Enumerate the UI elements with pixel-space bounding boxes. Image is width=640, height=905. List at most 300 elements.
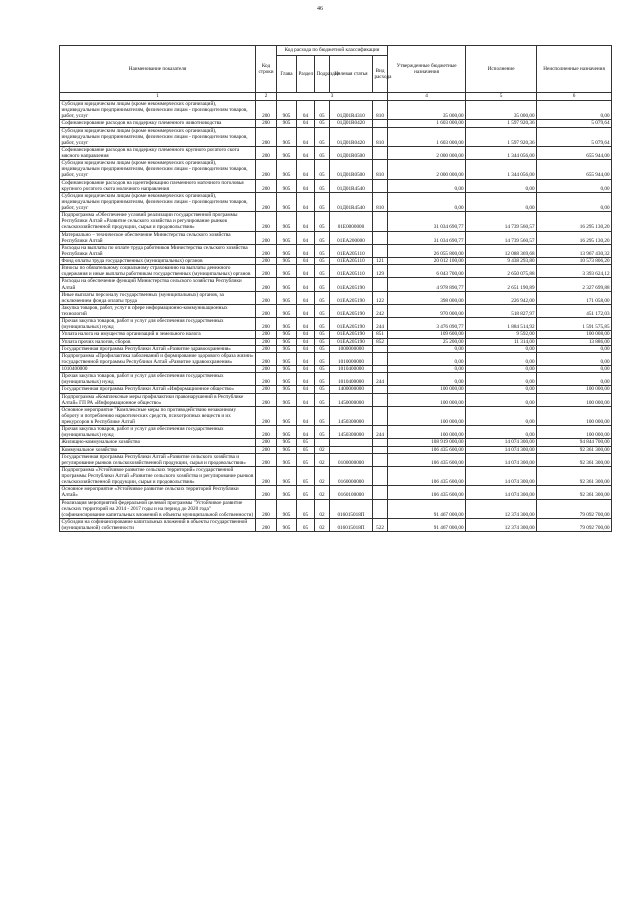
row-line-code: 200 bbox=[256, 373, 277, 386]
row-exp-type bbox=[373, 278, 388, 291]
row-line-code: 200 bbox=[256, 146, 277, 159]
row-target: 01ЕА205190 bbox=[330, 331, 373, 338]
row-chief: 905 bbox=[277, 518, 297, 531]
row-name: Расходы на обеспечение функций Министерства сельского хозяйства Республики Алтай bbox=[60, 278, 256, 291]
row-line-code: 200 bbox=[256, 101, 277, 120]
row-unexecuted: 0,00 bbox=[537, 345, 612, 352]
budget-execution-table bbox=[59, 45, 612, 532]
row-executed: 11 314,00 bbox=[466, 338, 537, 345]
table-row bbox=[60, 192, 612, 211]
row-chief: 905 bbox=[277, 265, 297, 278]
row-approved: 6 043 700,00 bbox=[388, 265, 466, 278]
table-row bbox=[60, 393, 612, 406]
row-subsection: 05 bbox=[315, 231, 330, 244]
row-subsection: 05 bbox=[315, 146, 330, 159]
row-exp-type bbox=[373, 499, 388, 518]
row-exp-type bbox=[373, 453, 388, 466]
row-executed: 14 074 300,00 bbox=[466, 486, 537, 499]
row-subsection: 05 bbox=[315, 291, 330, 304]
row-exp-type bbox=[373, 179, 388, 192]
row-unexecuted: 92 361 300,00 bbox=[537, 446, 612, 453]
row-unexecuted: 3 393 624,12 bbox=[537, 265, 612, 278]
row-exp-type: 810 bbox=[373, 101, 388, 120]
row-name: Государственная программа Республики Алтай «Развитие сельского хозяйства и регулирование рынков сельскохозяйственной продукции, сырья и продовольствия» bbox=[60, 453, 256, 466]
row-target: 016015018П bbox=[330, 518, 373, 531]
row-target: 01Д01R0500 bbox=[330, 160, 373, 179]
table-row bbox=[60, 373, 612, 386]
row-name: Иные выплаты персоналу государственных (муниципальных) органов, за исключением фонда оплаты труда bbox=[60, 291, 256, 304]
row-target: 01Д01R0420 bbox=[330, 127, 373, 146]
row-unexecuted: 1 591 575,85 bbox=[537, 318, 612, 331]
row-line-code: 200 bbox=[256, 331, 277, 338]
row-line-code: 200 bbox=[256, 318, 277, 331]
row-unexecuted: 92 361 300,00 bbox=[537, 453, 612, 466]
row-exp-type: 244 bbox=[373, 318, 388, 331]
row-executed: 14 074 300,00 bbox=[466, 466, 537, 485]
row-chief: 905 bbox=[277, 338, 297, 345]
row-name: Подпрограмма «Профилактика заболеваний и формирование здорового образа жизни» государственной программы Республики Алтай «Развитие здравоохранения» bbox=[60, 352, 256, 365]
row-chief: 905 bbox=[277, 101, 297, 120]
row-exp-type: 810 bbox=[373, 160, 388, 179]
row-unexecuted: 5 079,64 bbox=[537, 127, 612, 146]
row-target: 1010000000 bbox=[330, 352, 373, 365]
row-unexecuted: 92 361 300,00 bbox=[537, 466, 612, 485]
row-subsection: 05 bbox=[315, 338, 330, 345]
row-exp-type: 121 bbox=[373, 258, 388, 265]
row-target bbox=[330, 446, 373, 453]
col-header-target: Целевая статья bbox=[330, 56, 373, 93]
row-subsection bbox=[315, 439, 330, 446]
row-target: 01ЕА205110 bbox=[330, 265, 373, 278]
row-chief: 905 bbox=[277, 345, 297, 352]
row-executed: 1 597 920,36 bbox=[466, 120, 537, 127]
row-subsection: 05 bbox=[315, 373, 330, 386]
table-row bbox=[60, 338, 612, 345]
row-name: Государственная программа Республики Алтай «Информационное общество» bbox=[60, 386, 256, 393]
row-line-code: 200 bbox=[256, 231, 277, 244]
row-section: 04 bbox=[297, 101, 315, 120]
row-approved: 0,00 bbox=[388, 192, 466, 211]
row-executed: 0,00 bbox=[466, 345, 537, 352]
col-header-chief: Глава bbox=[277, 56, 297, 93]
row-subsection: 05 bbox=[315, 345, 330, 352]
row-approved: 1 603 000,00 bbox=[388, 120, 466, 127]
row-exp-type bbox=[373, 212, 388, 231]
row-section: 04 bbox=[297, 393, 315, 406]
row-section: 05 bbox=[297, 439, 315, 446]
col-header-section: Раздел bbox=[297, 56, 315, 93]
row-line-code: 200 bbox=[256, 258, 277, 265]
row-line-code: 200 bbox=[256, 244, 277, 257]
table-row bbox=[60, 366, 612, 373]
row-chief: 905 bbox=[277, 426, 297, 439]
row-section: 04 bbox=[297, 366, 315, 373]
table-body bbox=[60, 101, 612, 532]
row-section: 04 bbox=[297, 278, 315, 291]
row-subsection: 05 bbox=[315, 265, 330, 278]
row-section: 04 bbox=[297, 120, 315, 127]
row-name: Закупка товаров, работ, услуг в сфере информационно-коммуникационных технологий bbox=[60, 304, 256, 317]
row-name: Уплата налога на имущество организаций и земельного налога bbox=[60, 331, 256, 338]
row-subsection: 05 bbox=[315, 426, 330, 439]
row-target: 01Д01R0420 bbox=[330, 120, 373, 127]
row-subsection: 05 bbox=[315, 393, 330, 406]
row-exp-type: 522 bbox=[373, 518, 388, 531]
row-name: Субсидии юридическим лицам (кроме некоммерческих организаций), индивидуальным предпринимателям, физическим лицам - производителям товаров, работ, услуг bbox=[60, 101, 256, 120]
col-header-exp-type: Вид расхода bbox=[373, 56, 388, 93]
row-executed: 0,00 bbox=[466, 352, 537, 365]
row-executed: 0,00 bbox=[466, 386, 537, 393]
row-unexecuted: 0,00 bbox=[537, 192, 612, 211]
row-approved: 0,00 bbox=[388, 366, 466, 373]
row-chief: 905 bbox=[277, 439, 297, 446]
row-line-code: 200 bbox=[256, 160, 277, 179]
row-line-code: 200 bbox=[256, 265, 277, 278]
row-chief: 905 bbox=[277, 393, 297, 406]
row-section: 05 bbox=[297, 499, 315, 518]
row-exp-type bbox=[373, 386, 388, 393]
row-line-code: 200 bbox=[256, 446, 277, 453]
row-unexecuted: 79 092 700,00 bbox=[537, 518, 612, 531]
row-exp-type bbox=[373, 486, 388, 499]
row-subsection: 05 bbox=[315, 192, 330, 211]
row-target: 1000000000 bbox=[330, 345, 373, 352]
row-line-code: 200 bbox=[256, 406, 277, 425]
row-subsection: 05 bbox=[315, 160, 330, 179]
row-subsection: 02 bbox=[315, 446, 330, 453]
row-line-code: 200 bbox=[256, 366, 277, 373]
row-exp-type: 852 bbox=[373, 338, 388, 345]
row-approved: 106 435 600,00 bbox=[388, 453, 466, 466]
row-chief: 905 bbox=[277, 192, 297, 211]
col-index: 2 bbox=[256, 93, 277, 101]
row-exp-type: 810 bbox=[373, 127, 388, 146]
row-chief: 905 bbox=[277, 231, 297, 244]
row-exp-type: 851 bbox=[373, 331, 388, 338]
row-section: 05 bbox=[297, 518, 315, 531]
table-row bbox=[60, 426, 612, 439]
row-section: 04 bbox=[297, 304, 315, 317]
row-approved: 1 603 000,00 bbox=[388, 127, 466, 146]
row-section: 04 bbox=[297, 331, 315, 338]
col-index: 5 bbox=[466, 93, 537, 101]
col-header-executed: Исполнение bbox=[466, 46, 537, 93]
row-section: 04 bbox=[297, 426, 315, 439]
row-name: Подпрограмма «Устойчивое развитие сельских территорий» государственной программы Республики Алтай «Развитие сельского хозяйства и регулирование рынков сельскохозяйственной продукции, сырья и продовольствия» bbox=[60, 466, 256, 485]
row-executed: 0,00 bbox=[466, 393, 537, 406]
row-unexecuted: 16 295 130,20 bbox=[537, 231, 612, 244]
row-unexecuted: 0,00 bbox=[537, 352, 612, 365]
row-subsection: 05 bbox=[315, 406, 330, 425]
row-line-code: 200 bbox=[256, 291, 277, 304]
table-row bbox=[60, 386, 612, 393]
row-executed: 12 374 300,00 bbox=[466, 518, 537, 531]
row-chief: 905 bbox=[277, 446, 297, 453]
row-executed: 2 651 190,89 bbox=[466, 278, 537, 291]
row-executed: 9 592,00 bbox=[466, 331, 537, 338]
row-name: Софинансирование расходов на поддержку племенного животноводства bbox=[60, 120, 256, 127]
row-approved: 91 467 000,00 bbox=[388, 499, 466, 518]
row-unexecuted: 94 844 700,00 bbox=[537, 439, 612, 446]
row-approved: 26 055 800,00 bbox=[388, 244, 466, 257]
row-name: Софинансирование расходов на поддержку племенного крупного рогатого скота мясного направления bbox=[60, 146, 256, 159]
row-name: Жилищно-коммунальное хозяйство bbox=[60, 439, 256, 446]
row-executed: 9 438 293,80 bbox=[466, 258, 537, 265]
row-line-code: 200 bbox=[256, 278, 277, 291]
row-approved: 0,00 bbox=[388, 373, 466, 386]
row-subsection: 05 bbox=[315, 278, 330, 291]
row-unexecuted: 171 058,00 bbox=[537, 291, 612, 304]
table-row bbox=[60, 318, 612, 331]
col-header-unexecuted: Неисполненные назначения bbox=[537, 46, 612, 93]
row-exp-type bbox=[373, 466, 388, 485]
row-approved: 31 034 690,77 bbox=[388, 231, 466, 244]
row-line-code: 200 bbox=[256, 304, 277, 317]
row-name: Прочая закупка товаров, работ и услуг для обеспечения государственных (муниципальных) нужд bbox=[60, 426, 256, 439]
col-header-subsection: Подраздел bbox=[315, 56, 330, 93]
row-section: 04 bbox=[297, 258, 315, 265]
row-line-code: 200 bbox=[256, 352, 277, 365]
row-section: 05 bbox=[297, 486, 315, 499]
table-row bbox=[60, 466, 612, 485]
row-line-code: 200 bbox=[256, 179, 277, 192]
row-subsection: 05 bbox=[315, 127, 330, 146]
row-name: Прочая закупка товаров, работ и услуг для обеспечения государственных (муниципальных) нужд bbox=[60, 318, 256, 331]
row-chief: 905 bbox=[277, 453, 297, 466]
row-name: Субсидии на софинансирование капитальных вложений в объекты государственной (муниципальной) собственности bbox=[60, 518, 256, 531]
row-line-code: 200 bbox=[256, 338, 277, 345]
row-executed: 0,00 bbox=[466, 406, 537, 425]
row-name: Подпрограмма «Обеспечение условий реализации государственной программы Республики Алтай «Развитие сельского хозяйства и регулирование рынков сельскохозяйственной продукции, сырья и продовольствия» bbox=[60, 212, 256, 231]
row-unexecuted: 0,00 bbox=[537, 366, 612, 373]
row-chief: 905 bbox=[277, 244, 297, 257]
row-unexecuted: 100 000,00 bbox=[537, 386, 612, 393]
row-exp-type bbox=[373, 345, 388, 352]
row-chief: 905 bbox=[277, 304, 297, 317]
row-executed: 1 884 514,92 bbox=[466, 318, 537, 331]
row-executed: 518 827,97 bbox=[466, 304, 537, 317]
row-target bbox=[330, 439, 373, 446]
row-approved: 108 919 000,00 bbox=[388, 439, 466, 446]
row-unexecuted: 100 008,00 bbox=[537, 331, 612, 338]
row-name: Субсидии юридическим лицам (кроме некоммерческих организаций), индивидуальным предпринимателям, физическим лицам - производителям товаров, работ, услуг bbox=[60, 192, 256, 211]
row-section: 04 bbox=[297, 352, 315, 365]
row-subsection: 05 bbox=[315, 258, 330, 265]
row-executed: 0,00 bbox=[466, 373, 537, 386]
row-name: Государственная программа Республики Алтай «Развитие здравоохранения» bbox=[60, 345, 256, 352]
row-executed: 12 088 369,68 bbox=[466, 244, 537, 257]
row-unexecuted: 10 573 806,20 bbox=[537, 258, 612, 265]
row-line-code: 200 bbox=[256, 386, 277, 393]
row-unexecuted: 0,00 bbox=[537, 373, 612, 386]
row-executed: 0,00 bbox=[466, 192, 537, 211]
row-executed: 14 739 560,57 bbox=[466, 212, 537, 231]
row-approved: 109 600,00 bbox=[388, 331, 466, 338]
row-target: 016015018П bbox=[330, 499, 373, 518]
row-target: 01ЕА200000 bbox=[330, 231, 373, 244]
row-exp-type: 244 bbox=[373, 426, 388, 439]
row-exp-type bbox=[373, 446, 388, 453]
row-section: 04 bbox=[297, 160, 315, 179]
col-header-line-code: Код строки bbox=[256, 46, 277, 93]
row-section: 04 bbox=[297, 373, 315, 386]
row-target: 01ЕА205110 bbox=[330, 244, 373, 257]
row-unexecuted: 451 172,03 bbox=[537, 304, 612, 317]
row-chief: 905 bbox=[277, 127, 297, 146]
row-line-code: 200 bbox=[256, 439, 277, 446]
row-target: 1450300000 bbox=[330, 426, 373, 439]
table-row bbox=[60, 244, 612, 257]
table-row bbox=[60, 518, 612, 531]
row-section: 04 bbox=[297, 265, 315, 278]
row-unexecuted: 13 967 430,32 bbox=[537, 244, 612, 257]
row-target: 01Д01R0500 bbox=[330, 146, 373, 159]
row-executed: 12 374 300,00 bbox=[466, 499, 537, 518]
row-executed: 1 597 920,36 bbox=[466, 127, 537, 146]
row-line-code: 200 bbox=[256, 466, 277, 485]
row-line-code: 200 bbox=[256, 212, 277, 231]
row-section: 04 bbox=[297, 345, 315, 352]
table-row bbox=[60, 439, 612, 446]
row-line-code: 200 bbox=[256, 393, 277, 406]
row-exp-type bbox=[373, 352, 388, 365]
table-row bbox=[60, 120, 612, 127]
row-target: 1010400000 bbox=[330, 366, 373, 373]
row-subsection: 05 bbox=[315, 386, 330, 393]
row-approved: 25 200,00 bbox=[388, 338, 466, 345]
row-approved: 31 034 690,77 bbox=[388, 212, 466, 231]
row-approved: 20 012 100,00 bbox=[388, 258, 466, 265]
row-approved: 2 000 000,00 bbox=[388, 160, 466, 179]
row-name: Реализация мероприятий федеральной целевой программы "Устойчивое развитие сельских территорий на 2014 - 2017 годы и на период до 2020 года" (софинансирование капитальных вложений в объекты муниципальной собственности) bbox=[60, 499, 256, 518]
row-chief: 905 bbox=[277, 406, 297, 425]
row-unexecuted: 79 092 700,00 bbox=[537, 499, 612, 518]
row-name: Фонд оплаты труда государственных (муниципальных) органов bbox=[60, 258, 256, 265]
row-subsection: 05 bbox=[315, 366, 330, 373]
row-chief: 905 bbox=[277, 373, 297, 386]
row-target: 01Д01R4540 bbox=[330, 179, 373, 192]
table-row bbox=[60, 345, 612, 352]
row-name: Основное мероприятие "Комплексные меры по противодействию незаконному обороту и потреблению наркотических средств, психотропных веществ и их прекурсоров в Республике Алтай bbox=[60, 406, 256, 425]
row-subsection: 02 bbox=[315, 486, 330, 499]
table-row bbox=[60, 212, 612, 231]
row-line-code: 200 bbox=[256, 499, 277, 518]
row-target: 01ЕА205190 bbox=[330, 338, 373, 345]
row-unexecuted: 655 944,00 bbox=[537, 160, 612, 179]
row-section: 04 bbox=[297, 338, 315, 345]
row-target: 01ЕА205190 bbox=[330, 278, 373, 291]
row-executed: 0,00 bbox=[466, 366, 537, 373]
row-approved: 398 000,00 bbox=[388, 291, 466, 304]
row-chief: 905 bbox=[277, 486, 297, 499]
row-chief: 905 bbox=[277, 291, 297, 304]
row-executed: 14 074 300,00 bbox=[466, 453, 537, 466]
row-chief: 905 bbox=[277, 179, 297, 192]
row-approved: 3 476 090,77 bbox=[388, 318, 466, 331]
row-target: 0160000000 bbox=[330, 466, 373, 485]
row-name: Взносы по обязательному социальному страхованию на выплаты денежного содержания и иные выплаты работникам государственных (муниципальных) органов bbox=[60, 265, 256, 278]
row-target: 1010400000 bbox=[330, 373, 373, 386]
row-target: 01Д01R4540 bbox=[330, 192, 373, 211]
row-line-code: 200 bbox=[256, 192, 277, 211]
row-name: Софинансирование расходов на идентификацию племенного маточного поголовья крупного рогатого скота молочного направления bbox=[60, 179, 256, 192]
table-row bbox=[60, 499, 612, 518]
row-name: Коммунальное хозяйство bbox=[60, 446, 256, 453]
page-number: 46 bbox=[317, 6, 323, 12]
table-row bbox=[60, 160, 612, 179]
col-header-budget-code: Код расхода по бюджетной классификации bbox=[277, 46, 388, 56]
table-row bbox=[60, 291, 612, 304]
row-chief: 905 bbox=[277, 146, 297, 159]
row-chief: 905 bbox=[277, 352, 297, 365]
row-section: 04 bbox=[297, 386, 315, 393]
row-target: 01ЕА205110 bbox=[330, 258, 373, 265]
row-exp-type: 129 bbox=[373, 265, 388, 278]
table-row bbox=[60, 231, 612, 244]
table-row bbox=[60, 258, 612, 265]
row-subsection: 05 bbox=[315, 212, 330, 231]
row-line-code: 200 bbox=[256, 453, 277, 466]
row-unexecuted: 0,00 bbox=[537, 101, 612, 120]
row-target: 01Д01R4310 bbox=[330, 101, 373, 120]
row-exp-type bbox=[373, 146, 388, 159]
row-exp-type bbox=[373, 244, 388, 257]
row-chief: 905 bbox=[277, 386, 297, 393]
row-subsection: 05 bbox=[315, 331, 330, 338]
row-subsection: 02 bbox=[315, 518, 330, 531]
row-target: 1450000000 bbox=[330, 393, 373, 406]
row-target: 01ЕА205190 bbox=[330, 291, 373, 304]
row-chief: 905 bbox=[277, 318, 297, 331]
row-exp-type bbox=[373, 393, 388, 406]
row-approved: 106 435 600,00 bbox=[388, 486, 466, 499]
row-exp-type bbox=[373, 231, 388, 244]
row-name: Расходы на выплаты по оплате труда работников Министерства сельского хозяйства Республики Алтай bbox=[60, 244, 256, 257]
row-chief: 905 bbox=[277, 278, 297, 291]
row-section: 05 bbox=[297, 446, 315, 453]
table-row bbox=[60, 406, 612, 425]
row-chief: 905 bbox=[277, 160, 297, 179]
table-row bbox=[60, 265, 612, 278]
row-unexecuted: 100 000,00 bbox=[537, 426, 612, 439]
row-executed: 14 074 300,00 bbox=[466, 446, 537, 453]
row-approved: 2 000 000,00 bbox=[388, 146, 466, 159]
row-line-code: 200 bbox=[256, 120, 277, 127]
row-exp-type bbox=[373, 439, 388, 446]
row-executed: 0,00 bbox=[466, 179, 537, 192]
row-chief: 905 bbox=[277, 499, 297, 518]
row-exp-type bbox=[373, 366, 388, 373]
row-section: 04 bbox=[297, 318, 315, 331]
table-row bbox=[60, 278, 612, 291]
col-index: 1 bbox=[60, 93, 256, 101]
row-section: 05 bbox=[297, 453, 315, 466]
table-row bbox=[60, 453, 612, 466]
row-target: 0100000000 bbox=[330, 453, 373, 466]
row-section: 04 bbox=[297, 146, 315, 159]
row-target: 1400000000 bbox=[330, 386, 373, 393]
row-exp-type: 122 bbox=[373, 291, 388, 304]
col-index: 3 bbox=[277, 93, 388, 101]
row-approved: 0,00 bbox=[388, 345, 466, 352]
row-unexecuted: 5 079,64 bbox=[537, 120, 612, 127]
col-header-approved: Утвержденные бюджетные назначения bbox=[388, 46, 466, 93]
row-line-code: 200 bbox=[256, 345, 277, 352]
row-section: 04 bbox=[297, 231, 315, 244]
row-section: 04 bbox=[297, 212, 315, 231]
row-exp-type bbox=[373, 406, 388, 425]
row-executed: 35 000,00 bbox=[466, 101, 537, 120]
